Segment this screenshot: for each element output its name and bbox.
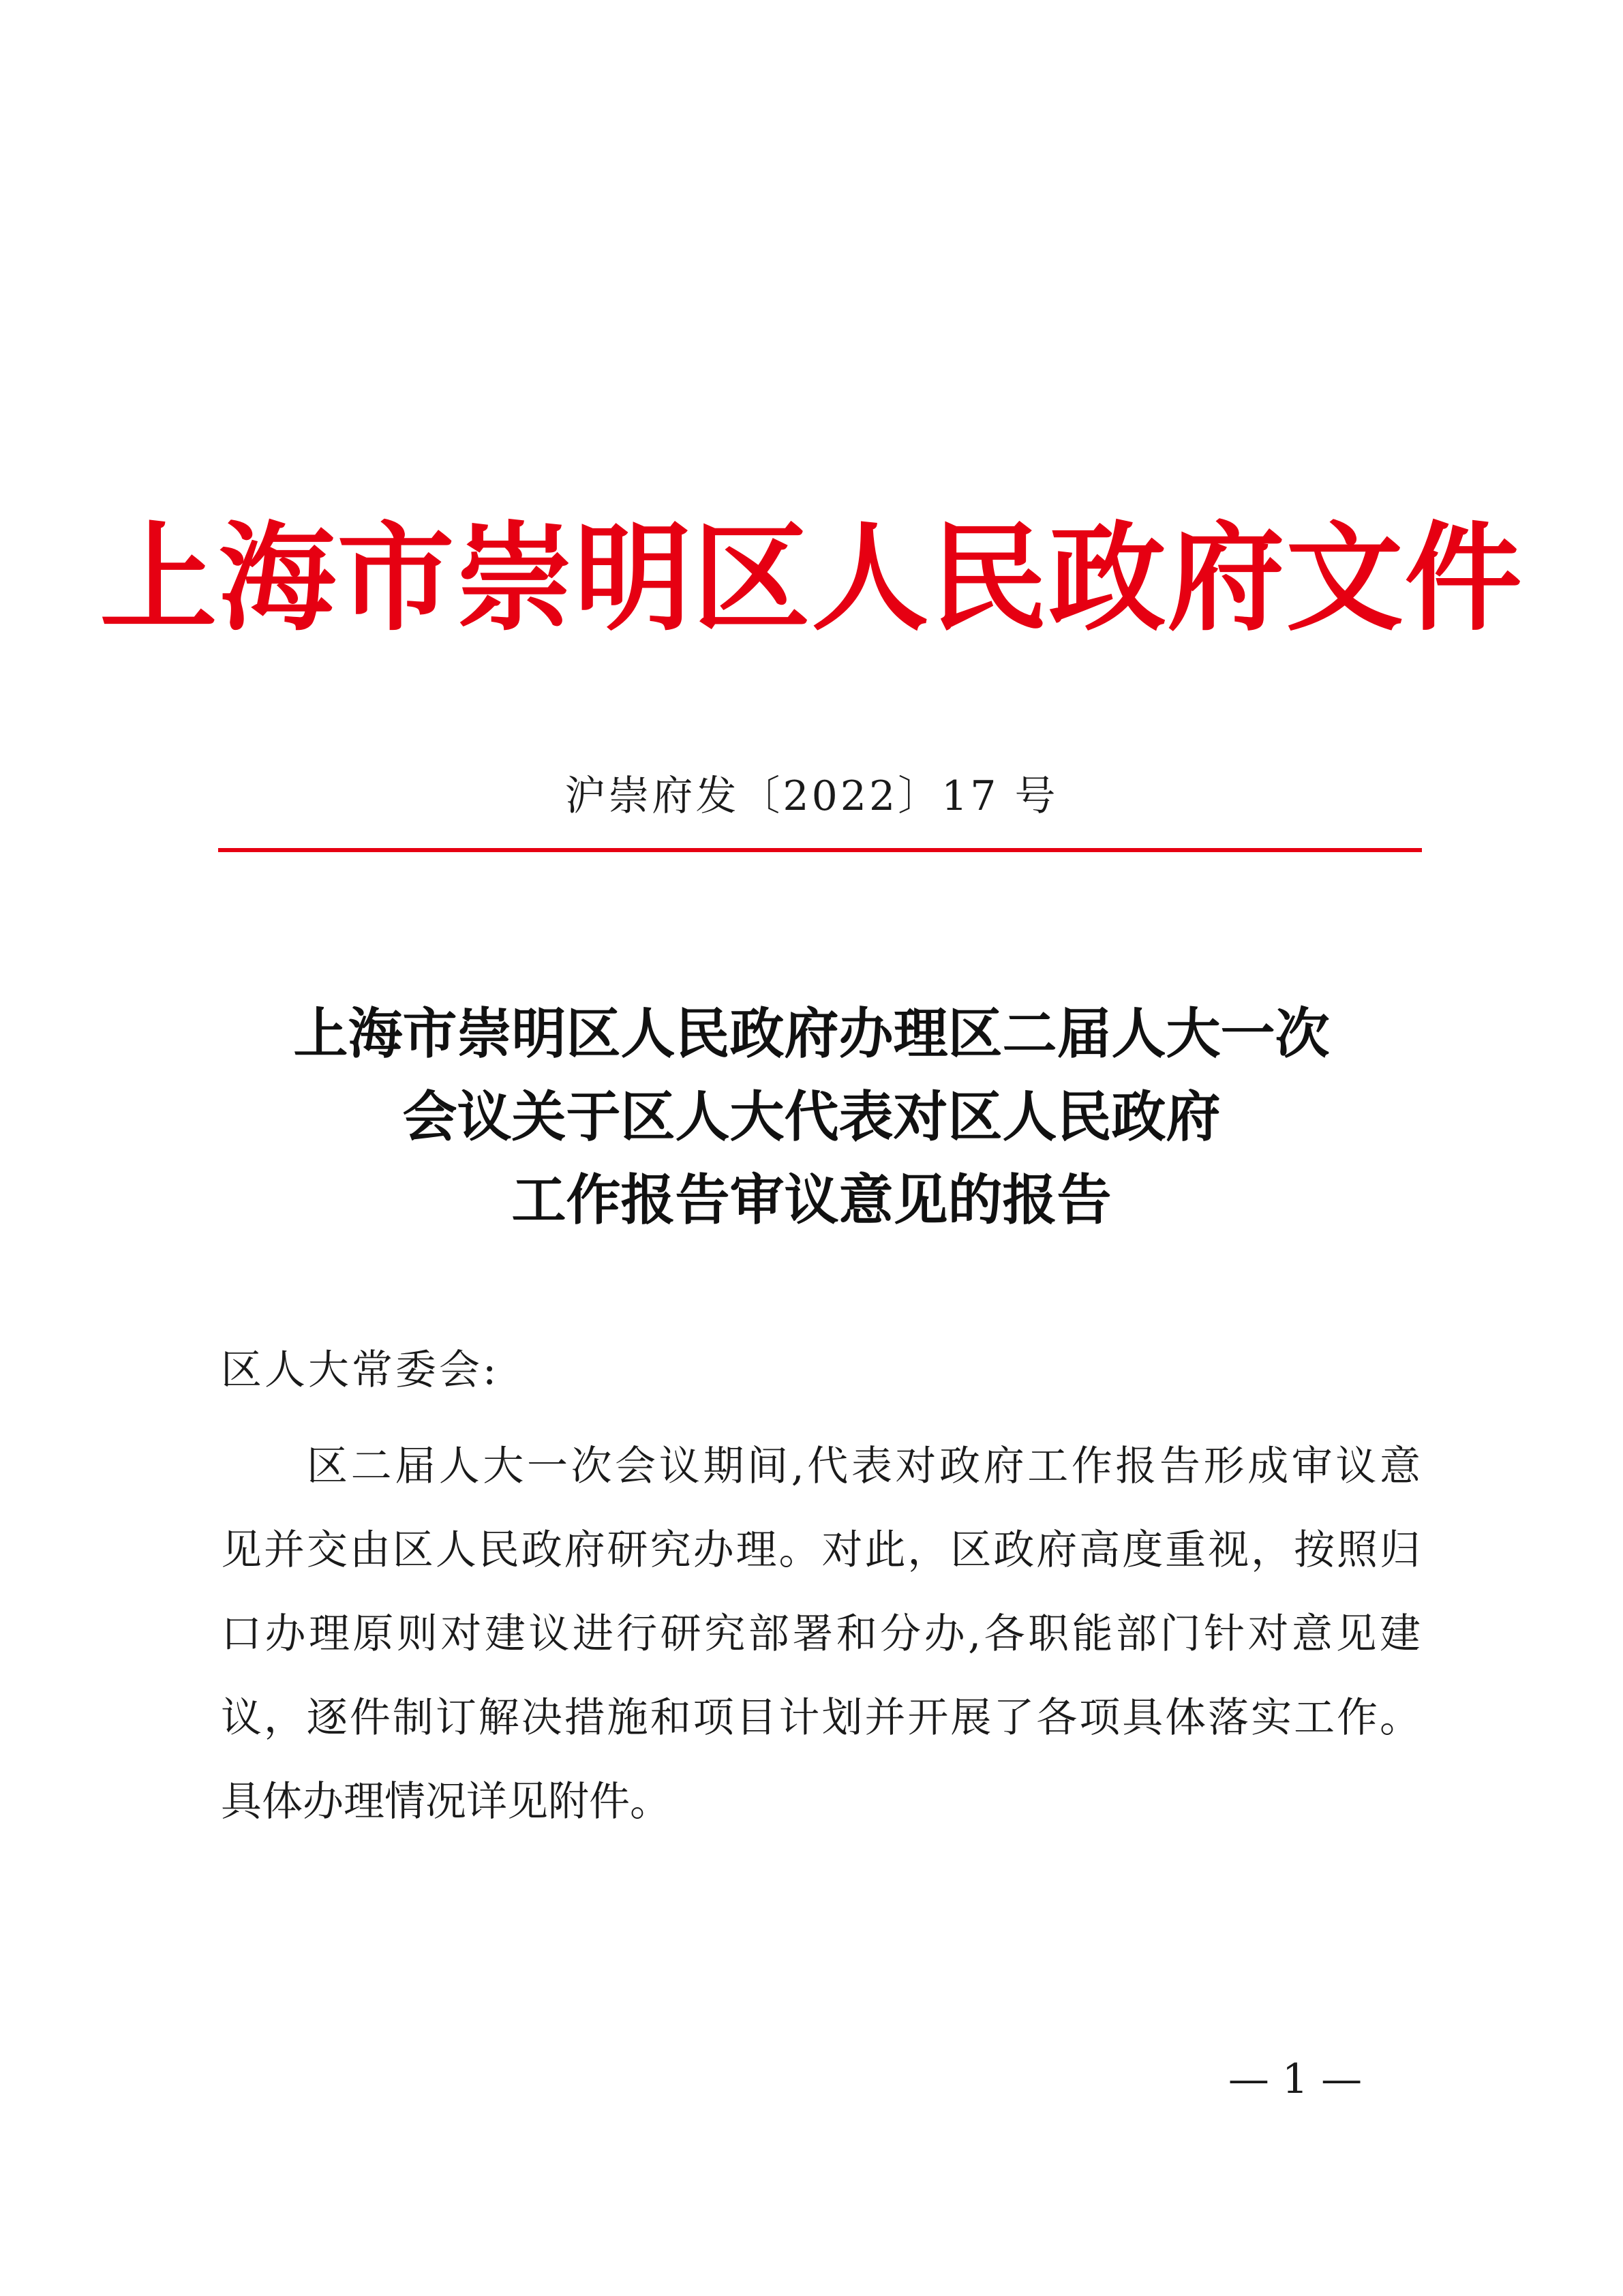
page-number: — 1 —: [1228, 2055, 1363, 2103]
title-line-1: 上海市崇明区人民政府办理区二届人大一次: [293, 1001, 1330, 1066]
document-number: 沪崇府发〔2022〕17 号: [564, 772, 1059, 820]
document-masthead: 上海市崇明区人民政府文件: [100, 509, 1523, 647]
title-line-3: 工作报告审议意见的报告: [511, 1168, 1112, 1232]
body-line-5: 具体办理情况详见附件。: [221, 1778, 671, 1826]
body-line-1: 区二届人大一次会议期间,代表对政府工作报告形成审议意: [307, 1442, 1421, 1490]
body-paragraph: [221, 1425, 1421, 1844]
red-separator-line: [218, 848, 1422, 852]
body-line-3: 口办理原则对建议进行研究部署和分办,各职能部门针对意见建: [221, 1610, 1421, 1658]
body-line-2: 见并交由区人民政府研究办理。对此，区政府高度重视，按照归: [221, 1526, 1421, 1574]
title-line-2: 会议关于区人大代表对区人民政府: [402, 1085, 1221, 1149]
document-title: [136, 992, 1487, 1241]
body-line-4: 议，逐件制订解决措施和项目计划并开展了各项具体落实工作。: [221, 1694, 1421, 1742]
salutation: 区人大常委会:: [221, 1346, 500, 1394]
